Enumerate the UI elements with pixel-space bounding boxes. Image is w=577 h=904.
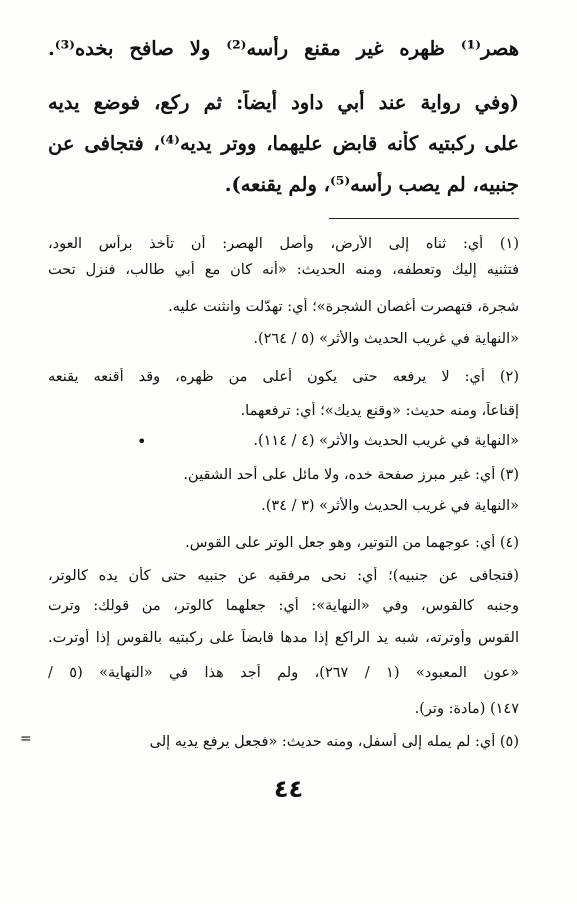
main-text-line-1: هصر⁽¹⁾ ظهره غير مقنع رأسه⁽²⁾ ولا صافح بخده⁽³⁾. <box>48 37 519 60</box>
page-number: ٤٤ <box>273 775 304 803</box>
footnote-line: وجنبه كالقوس، وفي «النهاية»: أي: جعلهما كالوتر، من قولك: وترت <box>48 598 519 614</box>
footnote-source: «النهاية في غريب الحديث والأثر» (٣ / ٣٤). <box>261 498 519 514</box>
footnote-line: إقناعاً، ومنه حديث: «وقنع يديك»؛ أي: ترفعهما. <box>240 403 519 419</box>
footnote-line: (فتجافى عن جنبيه)؛ أي: نحى مرفقيه عن جنبيه حتى كأن يده كالوتر، <box>48 568 519 584</box>
footnote-line: فتثنيه إليك وتعطفه، ومنه الحديث: «أنه كان مع أبي طالب، فنزل تحت <box>48 262 519 278</box>
main-text-line-3: على ركبتيه كأنه قابض عليهما، ووتر يديه⁽⁴⁾، فتجافى عن <box>48 132 519 155</box>
main-text-line-4: جنبيه، لم يصب رأسه⁽⁵⁾، ولم يقنعه). <box>224 173 519 196</box>
footnote-line: (٥) أي: لم يمله إلى أسفل، ومنه حديث: «فجعل يرفع يديه إلى <box>149 734 519 750</box>
main-text-line-2: (وفي رواية عند أبي داود أيضاً: ثم ركع، فوضع يديه <box>48 91 519 114</box>
footnote-line: القوس وأوترته، شبه يد الراكع إذا مدها قابضاً على ركبتيه بالقوس إذا أوترت. <box>48 630 519 646</box>
footnote-source: «النهاية في غريب الحديث والأثر» (٤ / ١١٤). <box>253 433 519 449</box>
footnote-line: (٤) أي: عوجهما من التوتير، وهو جعل الوتر على القوس. <box>185 535 519 551</box>
footnote-source: «النهاية في غريب الحديث والأثر» (٥ / ٢٦٤). <box>253 331 519 347</box>
continuation-mark: = <box>20 731 32 747</box>
footnote-separator <box>329 218 519 219</box>
footnote-line: «عون المعبود» (١ / ٢٦٧)، ولم أجد هذا في «النهاية» (٥ / <box>48 665 519 681</box>
stray-mark: • <box>137 432 147 451</box>
footnote-line: (١) أي: ثناه إلى الأرض، وأصل الهصر: أن تأخذ برأس العود، <box>48 236 519 252</box>
footnote-line: (٣) أي: غير مبرز صفحة خده، ولا مائل على أحد الشقين. <box>183 467 519 483</box>
footnote-line: شجرة، فتهصرت أغصان الشجرة»؛ أي: تهدّلت وانثنت عليه. <box>168 299 519 315</box>
footnote-line: (٢) أي: لا يرفعه حتى يكون أعلى من ظهره، وقد أقنعه يقنعه <box>48 369 519 385</box>
footnote-line: ١٤٧) (مادة: وتر). <box>414 701 519 717</box>
